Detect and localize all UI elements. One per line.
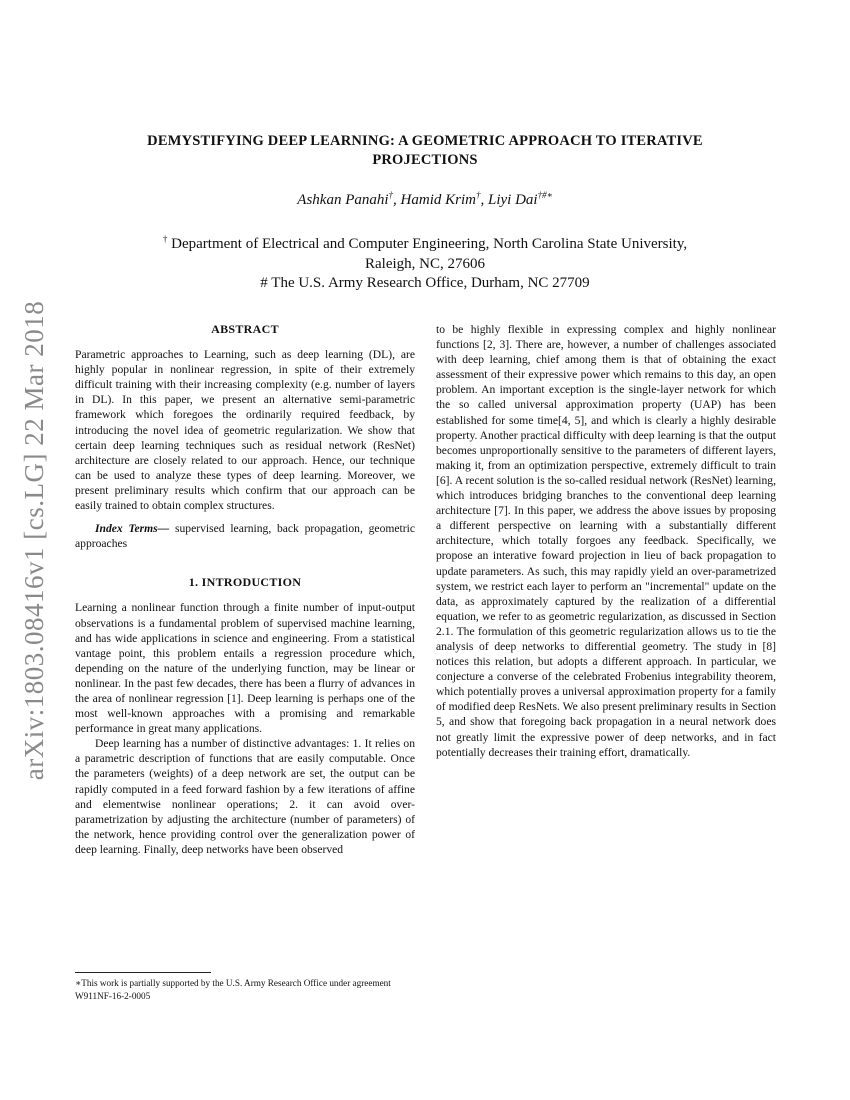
footnote-divider: [75, 972, 211, 973]
affiliation-ncsu-address: Raleigh, NC, 27606: [365, 255, 485, 272]
abstract-text: Parametric approaches to Learning, such as deep learning (DL), are highly popular in nonlinear regression, in spite of their extremely difficult training with their increasing complexity (e.g. number of layers in DL). In this paper, we present an alternative semi-parametric framework which foregoes the ordinarily required feedback, by introducing the novel idea of geometric regularization. We show that certain deep learning techniques such as residual network (ResNet) architecture are closely related to our approach. Hence, our technique can be used to analyze these types of deep learning. Moreover, we present preliminary results which confirm that our approach can be easily trained to obtain complex structures.: [75, 348, 415, 513]
affiliations: [90, 230, 760, 294]
introduction-heading: 1. INTRODUCTION: [188, 575, 302, 590]
index-terms-list: supervised learning, back propagation, geometric approaches: [75, 522, 415, 551]
author-dai-marks: †#∗: [537, 190, 553, 200]
intro-paragraph-2: Deep learning has a number of distinctive advantages: 1. It relies on a parametric description of functions that are easily computable. Once the parameters (weights) of a deep network are set, the output can be rapidly computed in a feed forward fashion by a few iterations of affine and elementwise nonlinear operations; 2. it can avoid over-parametrization by adjusting the architecture (number of parameters) of the network, hence providing control over the generalization power of deep learning. Finally, deep networks have been observed: [75, 737, 415, 856]
affiliation-ncsu-mark: †: [162, 234, 168, 244]
author-list: Ashkan Panahi†, Hamid Krim†, Liyi Dai†#∗: [297, 190, 553, 208]
affiliation-ncsu-text: Department of Electrical and Computer Engineering, North Carolina State University,: [167, 236, 688, 252]
title-line-2: PROJECTIONS: [372, 152, 478, 168]
title-line-1: DEMYSTIFYING DEEP LEARNING: A GEOMETRIC APPROACH TO ITERATIVE: [147, 133, 703, 149]
author-krim: Hamid Krim: [400, 192, 476, 208]
affiliation-ncsu: [90, 230, 760, 255]
intro-paragraph-1: Learning a nonlinear function through a finite number of input-output observations is a fundamental problem of supervised machine learning, and has wide applications in science and engineering. From a statistical vantage point, this problem entails a regression procedure which, depending on the nature of the underlying function, may be linear or nonlinear. In the past few decades, there has been a flurry of advances in the area of nonlinear regression [1]. Deep learning is perhaps one of the most well-known approaches with a promising and remarkable performance in great many applications.: [75, 601, 415, 736]
arxiv-identifier-stamp: [8, 290, 62, 790]
intro-paragraph-3: to be highly flexible in expressing complex and highly nonlinear functions [2, 3]. There are, however, a number of challenges associated with deep learning, chief among them is that of obtaining the exact assessment of their expressive power which remains to this day, an open problem. An important exception is the single-layer network for which the so called universal approximation property (UAP) has been established for some time[4, 5], and which is clearly a highly desirable property. Another practical difficulty with deep learning is that the output becomes unproportionally sensitive to the parameters of different layers, making it, from an optimization perspective, extremely difficult to train [6]. A recent solution is the so-called residual network (ResNet) learning, which introduces bridging branches to the conventional deep learning architecture [7]. In this paper, we address the above issues by proposing a different perspective on learning with a substantially different architecture, which totally forgoes any feedback. Specifically, we propose an interative foward projection in lieu of back propagation to update parameters. As such, this may rapidly yield an over-parametrized system, we restrict each layer to perform an "incremental" update on the data, as approximately captured by the realization of a differential equation, we refer to as geometric regularization, as discussed in Section 2.1. The formulation of this geometric regularization allows us to tie the analysis of deep networks to differential geometry. The study in [8] notices this relation, but adopts a different approach. In particular, we conjecture a converse of the celebrated Frobenius integrability theorem, which potentially proves a universal approximation property for a family of modified deep ResNets. We also present preliminary results in Section 5, and show that foregoing back propagation in a neural network does not greatly limit the expressive power of deep networks, and in fact potentially decreases their training effort, dramatically.: [436, 323, 776, 759]
index-terms-label: Index Terms—: [95, 522, 170, 536]
author-dai: Liyi Dai: [487, 192, 538, 208]
right-column: [436, 322, 776, 760]
author-panahi-mark: †: [388, 190, 394, 200]
paper-title: [90, 132, 760, 170]
affiliation-aro: # The U.S. Army Research Office, Durham, NC 27709: [260, 275, 590, 291]
index-terms: [75, 521, 415, 551]
left-column: [75, 320, 415, 857]
author-krim-mark: †: [475, 190, 481, 200]
abstract-heading: ABSTRACT: [211, 322, 279, 336]
author-panahi: Ashkan Panahi: [297, 192, 389, 208]
arxiv-identifier-text: arXiv:1803.08416v1 [cs.LG] 22 Mar 2018: [19, 300, 50, 780]
footnote: ∗This work is partially supported by the U.S. Army Research Office under agreement W911NF-16-2-0005: [75, 978, 391, 1001]
